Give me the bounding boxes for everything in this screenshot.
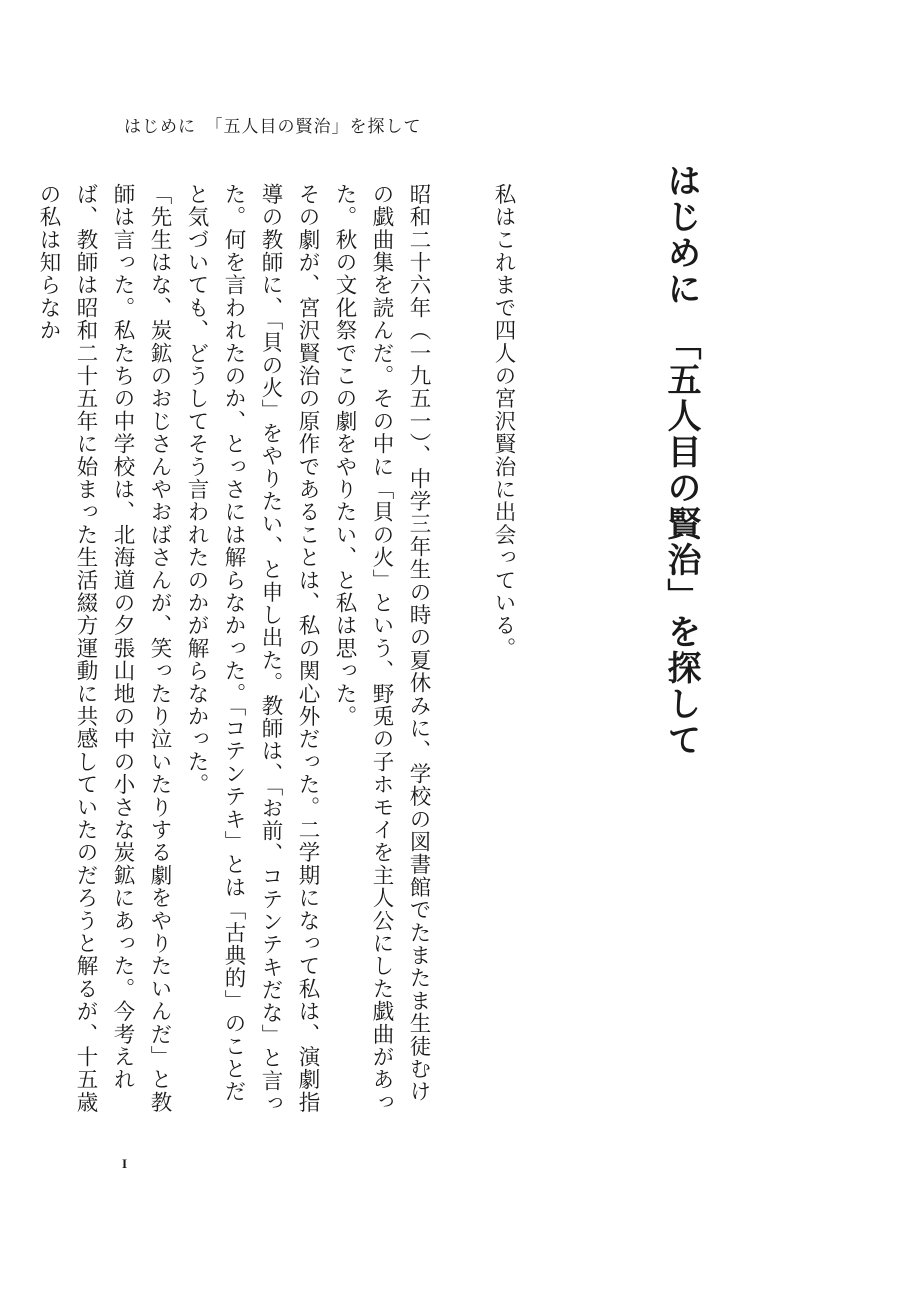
running-head: はじめに 「五人目の賢治」を探して <box>124 117 422 137</box>
chapter-title: はじめに 「五人目の賢治」を探して <box>661 163 701 758</box>
paragraph-1: 昭和二十六年（一九五一）、中学三年生の時の夏休みに、学校の図書館でたまたま生徒むけの戯曲集を読んだ。その中に「貝の火」という、野兎の子ホモイを主人公にした戯曲があった。秋の文化祭でこの劇をやりたい、と私は思った。 <box>332 183 431 1114</box>
paragraph-2: その劇が、宮沢賢治の原作であることは、私の関心外だった。二学期になって私は、演劇指導の教師に、「貝の火」をやりたい、と申し出た。教師は、「お前、コテンテキだな」と言った。何を言われたのか、とっさには解らなかった。「コテンテキ」とは「古典的」のことだと気づいても、どうしてそう言われたのかが解らなかった。 <box>184 183 320 1115</box>
paragraph-3: 「先生はな、炭鉱のおじさんやおばさんが、笑ったり泣いたりする劇をやりたいんだ」と教師は言った。私たちの中学校は、北海道の夕張山地の中の小さな炭鉱にあった。今考えれば、教師は昭和二十五年に始まった生活綴方運動に共感していたのだろうと解るが、十五歳の私は知らなか <box>36 183 172 1114</box>
paragraph-spacer <box>437 183 485 1123</box>
body-text <box>30 183 522 1123</box>
lead-sentence: 私はこれまで四人の宮沢賢治に出会っている。 <box>491 183 516 660</box>
page-number: I <box>122 1156 128 1171</box>
